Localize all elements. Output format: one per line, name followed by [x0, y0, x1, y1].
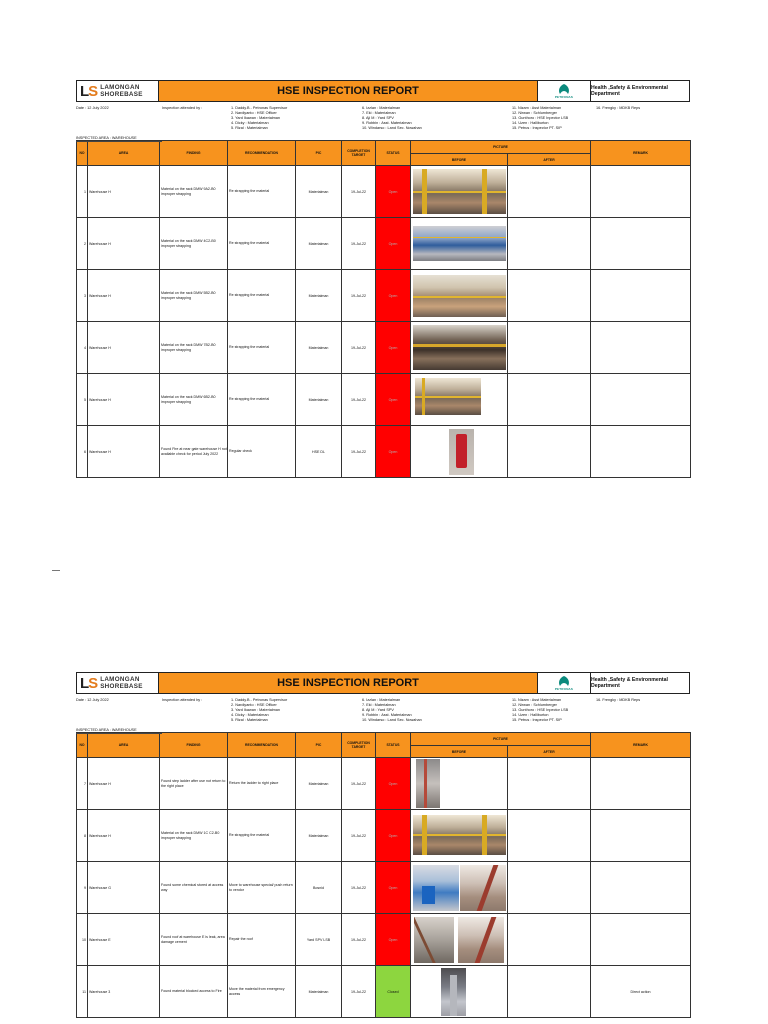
before-photo [449, 429, 474, 475]
row-area: Warehouse H [88, 374, 160, 426]
petronas-logo [538, 81, 591, 101]
row-area: Warehouse H [88, 270, 160, 322]
row-pic: Materialman [296, 322, 342, 374]
row-finding: Material on the rack DMW 6B2-B0 improper strapping [160, 374, 228, 426]
row-pic: Materialman [296, 810, 342, 862]
row-target: 19-Jul-22 [342, 914, 376, 966]
attendee: 12. Nirwan : Schlumberger [512, 111, 557, 116]
col-remark: REMARK [591, 733, 691, 758]
after-photo-cell [508, 426, 591, 478]
attendee: 13. Gunthoro : HSE Inpector LSB [512, 708, 569, 713]
row-remark [591, 270, 691, 322]
findings-table [76, 732, 691, 1018]
report-header [76, 80, 690, 102]
row-remark [591, 166, 691, 218]
lamongan-shorebase-logo: LS LAMONGAN SHOREBASE [77, 81, 159, 101]
after-photo-cell [508, 374, 591, 426]
row-finding: Material on the rack DMW 9A2-B0 improper strapping [160, 166, 228, 218]
logo-line2: SHOREBASE [100, 683, 143, 690]
row-pic: Bosnid [296, 862, 342, 914]
attendee: 6. Izzlan : Materialman [362, 698, 401, 702]
report-date: Date : 12 July 2022 [76, 106, 109, 110]
attendee: 3. Yard Ikawan : Materialman [231, 116, 281, 121]
report-sheet-2 [76, 672, 690, 1018]
lamongan-shorebase-logo: LS LAMONGAN SHOREBASE [77, 673, 159, 693]
attendee: 7. Eki : Materialman [362, 111, 396, 116]
col-pic: PIC [296, 733, 342, 758]
row-remark [591, 218, 691, 270]
table-row [77, 426, 691, 478]
col-finding: FINDING [160, 733, 228, 758]
row-recommendation: Move to warehouse special/ push return to vendor [228, 862, 296, 914]
table-row [77, 810, 691, 862]
attendee: 2. Nardiyanto : HSE Officer [231, 703, 277, 708]
table-row [77, 758, 691, 810]
col-status: STATUS [376, 141, 411, 166]
row-no: 6 [77, 426, 88, 478]
before-photo [413, 865, 459, 911]
row-remark: Direct action [591, 966, 691, 1018]
row-pic: Yard SPV LSB [296, 914, 342, 966]
row-finding: Material on the rack DMW 5B2-B0 improper strapping [160, 270, 228, 322]
after-photo-cell [508, 914, 591, 966]
attendee: 16. Frengky : MDKB Reps [596, 106, 641, 110]
row-area: Warehouse H [88, 758, 160, 810]
row-status: Open [376, 914, 411, 966]
col-recommendation: RECOMMENDATION [228, 733, 296, 758]
before-photo-cell [411, 322, 508, 374]
row-no: 7 [77, 758, 88, 810]
row-finding: Material on the rack DMW 7B2-B0 improper strapping [160, 322, 228, 374]
before-photo-cell [411, 914, 508, 966]
after-photo-cell [508, 758, 591, 810]
table-row [77, 270, 691, 322]
row-no: 3 [77, 270, 88, 322]
row-no: 8 [77, 810, 88, 862]
before-photo-cell [411, 810, 508, 862]
row-status: Open [376, 166, 411, 218]
attendee: 14. Uzen : Halliburton [512, 121, 549, 126]
row-remark [591, 322, 691, 374]
row-target: 19-Jul-22 [342, 374, 376, 426]
row-recommendation: Re strapping the material [228, 218, 296, 270]
table-row [77, 374, 691, 426]
row-target: 19-Jul-22 [342, 862, 376, 914]
attendee: 8. Aji M : Yard SPV [362, 708, 394, 713]
attendee: 13. Gunthoro : HSE Inpector LSB [512, 116, 569, 121]
logo-line2: SHOREBASE [100, 91, 143, 98]
report-title: HSE INSPECTION REPORT [159, 81, 538, 101]
row-no: 10 [77, 914, 88, 966]
row-no: 11 [77, 966, 88, 1018]
attendee: 5. Rizal : Materialman [231, 126, 268, 131]
before-photo [458, 917, 504, 963]
attendee: 11. Nizam : Asst Materialman [512, 698, 562, 702]
table-row [77, 166, 691, 218]
attendee: 1. Daddy.B - Petronas Supervisor [231, 106, 288, 110]
attendee: 15. Petrus : Inspector PT. SIP [512, 718, 562, 723]
after-photo-cell [508, 270, 591, 322]
attendee: 12. Nirwan : Schlumberger [512, 703, 557, 708]
row-recommendation: Re strapping the material [228, 166, 296, 218]
row-area: Warehouse H [88, 218, 160, 270]
report-title: HSE INSPECTION REPORT [159, 673, 538, 693]
attendee: 1. Daddy.B - Petronas Supervisor [231, 698, 288, 702]
before-photo [413, 815, 506, 855]
row-remark [591, 374, 691, 426]
row-recommendation: Repair the roof [228, 914, 296, 966]
col-before: BEFORE [411, 154, 508, 166]
row-recommendation: Re strapping the material [228, 270, 296, 322]
attendee: 9. Robbin : Asst. Materialman [362, 713, 412, 718]
col-pic: PIC [296, 141, 342, 166]
before-photo-cell [411, 374, 508, 426]
logo-line1: LAMONGAN [100, 676, 140, 683]
partner-name: PETRONAS [554, 95, 574, 99]
after-photo-cell [508, 966, 591, 1018]
after-photo-cell [508, 862, 591, 914]
row-area: Warehouse H [88, 322, 160, 374]
before-photo [413, 275, 506, 317]
after-photo-cell [508, 218, 591, 270]
inspection-info [76, 694, 690, 732]
col-picture: PICTURE [411, 141, 591, 154]
before-photo-cell [411, 270, 508, 322]
col-area: AREA [88, 141, 160, 166]
row-pic: Materialman [296, 166, 342, 218]
row-finding: Found material blocked access to Fire [160, 966, 228, 1018]
attendee: 14. Uzen : Halliburton [512, 713, 549, 718]
row-recommendation: Move the material from emergency access [228, 966, 296, 1018]
row-target: 19-Jul-22 [342, 166, 376, 218]
before-photo-cell [411, 862, 508, 914]
row-finding: Material on the rack DMW 1C C2-B0 improper strapping [160, 810, 228, 862]
col-picture: PICTURE [411, 733, 591, 746]
attendee: 10. Windarso : Land Sec. Nowahan [362, 126, 422, 131]
row-status: Open [376, 270, 411, 322]
findings-table [76, 140, 691, 478]
row-target: 19-Jul-22 [342, 810, 376, 862]
attendee: 9. Robbin : Asst. Materialman [362, 121, 412, 126]
attendee: 15. Petrus : Inspector PT. SIP [512, 126, 562, 131]
before-photo [416, 759, 440, 808]
attendee: 3. Yard Ikawan : Materialman [231, 708, 281, 713]
col-finding: FINDING [160, 141, 228, 166]
table-row [77, 322, 691, 374]
inspected-area: INSPECTED AREA : WAREHOUSE [76, 727, 137, 732]
before-photo [413, 169, 506, 214]
table-row [77, 914, 691, 966]
row-remark [591, 758, 691, 810]
before-photo [413, 226, 506, 261]
row-remark [591, 426, 691, 478]
row-area: Warehouse 3 [88, 966, 160, 1018]
col-no: NO [77, 733, 88, 758]
attended-label: Inspection attended by : [162, 106, 203, 110]
row-no: 1 [77, 166, 88, 218]
col-completion: COMPLETION TARGET [342, 733, 376, 758]
row-target: 19-Jul-22 [342, 322, 376, 374]
partner-name: PETRONAS [554, 687, 574, 691]
col-completion: COMPLETION TARGET [342, 141, 376, 166]
after-photo-cell [508, 810, 591, 862]
row-area: Warehouse H [88, 426, 160, 478]
page-separator-mark [52, 570, 60, 571]
attendee: 4. Dicky : Materialman [231, 121, 269, 126]
petronas-icon [557, 675, 571, 687]
row-status: Open [376, 426, 411, 478]
logo-line1: LAMONGAN [100, 84, 140, 91]
attendee: 2. Nardiyanto : HSE Officer [231, 111, 277, 116]
department-name: Health ,Safety & Environmental Department [591, 85, 668, 97]
row-target: 19-Jul-22 [342, 758, 376, 810]
row-finding: Found step ladder after use not return to the right place [160, 758, 228, 810]
attended-label: Inspection attended by : [162, 698, 203, 702]
inspection-info [76, 102, 690, 140]
before-photo-cell [411, 966, 508, 1018]
row-recommendation: Re strapping the material [228, 374, 296, 426]
attendee: 6. Izzlan : Materialman [362, 106, 401, 110]
row-finding: Material on the rack DMW 4C2-B0 improper strapping [160, 218, 228, 270]
table-row [77, 218, 691, 270]
after-photo-cell [508, 322, 591, 374]
row-status: Open [376, 862, 411, 914]
attendee: 11. Nizam : Asst Materialman [512, 106, 562, 110]
col-area: AREA [88, 733, 160, 758]
row-status: Open [376, 322, 411, 374]
row-status: Open [376, 218, 411, 270]
row-status: Open [376, 810, 411, 862]
row-pic: Materialman [296, 270, 342, 322]
before-photo-cell [411, 758, 508, 810]
row-no: 4 [77, 322, 88, 374]
row-status: Open [376, 758, 411, 810]
row-area: Warehouse H [88, 166, 160, 218]
attendee: 7. Eki : Materialman [362, 703, 396, 708]
col-recommendation: RECOMMENDATION [228, 141, 296, 166]
col-remark: REMARK [591, 141, 691, 166]
row-pic: Materialman [296, 966, 342, 1018]
row-area: Warehouse H [88, 810, 160, 862]
row-remark [591, 862, 691, 914]
attendee: 10. Windarso : Land Sec. Nowahan [362, 718, 422, 723]
table-row [77, 966, 691, 1018]
row-target: 19-Jul-22 [342, 218, 376, 270]
department-name: Health ,Safety & Environmental Department [591, 677, 668, 689]
after-photo-cell [508, 166, 591, 218]
row-target: 19-Jul-22 [342, 270, 376, 322]
col-after: AFTER [508, 746, 591, 758]
inspected-area: INSPECTED AREA : WAREHOUSE [76, 135, 137, 140]
row-pic: Materialman [296, 374, 342, 426]
before-photo [413, 325, 506, 370]
report-sheet-1 [76, 80, 690, 478]
row-no: 9 [77, 862, 88, 914]
before-photo-cell [411, 218, 508, 270]
petronas-logo [538, 673, 591, 693]
row-status: Closed [376, 966, 411, 1018]
col-status: STATUS [376, 733, 411, 758]
report-date: Date : 12 July 2022 [76, 698, 109, 702]
row-no: 5 [77, 374, 88, 426]
before-photo [414, 917, 454, 963]
petronas-icon [557, 83, 571, 95]
report-header [76, 672, 690, 694]
col-before: BEFORE [411, 746, 508, 758]
attendee: 8. Aji M : Yard SPV [362, 116, 394, 121]
col-after: AFTER [508, 154, 591, 166]
row-remark [591, 914, 691, 966]
row-pic: Materialman [296, 218, 342, 270]
row-remark [591, 810, 691, 862]
row-recommendation: Re strapping the material [228, 322, 296, 374]
table-row [77, 862, 691, 914]
attendee: 4. Dicky : Materialman [231, 713, 269, 718]
row-recommendation: Regular check [228, 426, 296, 478]
row-area: Warehouse G [88, 862, 160, 914]
attendee: 5. Rizal : Materialman [231, 718, 268, 723]
row-finding: Found some chemical stored at access way [160, 862, 228, 914]
row-area: Warehouse E [88, 914, 160, 966]
row-recommendation: Return the ladder to right place [228, 758, 296, 810]
before-photo-cell [411, 426, 508, 478]
row-target: 19-Jul-22 [342, 426, 376, 478]
attendee: 16. Frengky : MDKB Reps [596, 698, 641, 702]
row-pic: Materialman [296, 758, 342, 810]
row-pic: HSE DL [296, 426, 342, 478]
row-finding: Found roof at warehouse E is leak, area damage cement [160, 914, 228, 966]
row-no: 2 [77, 218, 88, 270]
row-target: 19-Jul-22 [342, 966, 376, 1018]
before-photo-cell [411, 166, 508, 218]
col-no: NO [77, 141, 88, 166]
before-photo [441, 968, 466, 1016]
row-recommendation: Re strapping the material [228, 810, 296, 862]
before-photo [415, 378, 481, 415]
row-status: Open [376, 374, 411, 426]
row-finding: Found Fire at near gate warehouse H not available check for period July 2022 [160, 426, 228, 478]
before-photo [460, 865, 506, 911]
